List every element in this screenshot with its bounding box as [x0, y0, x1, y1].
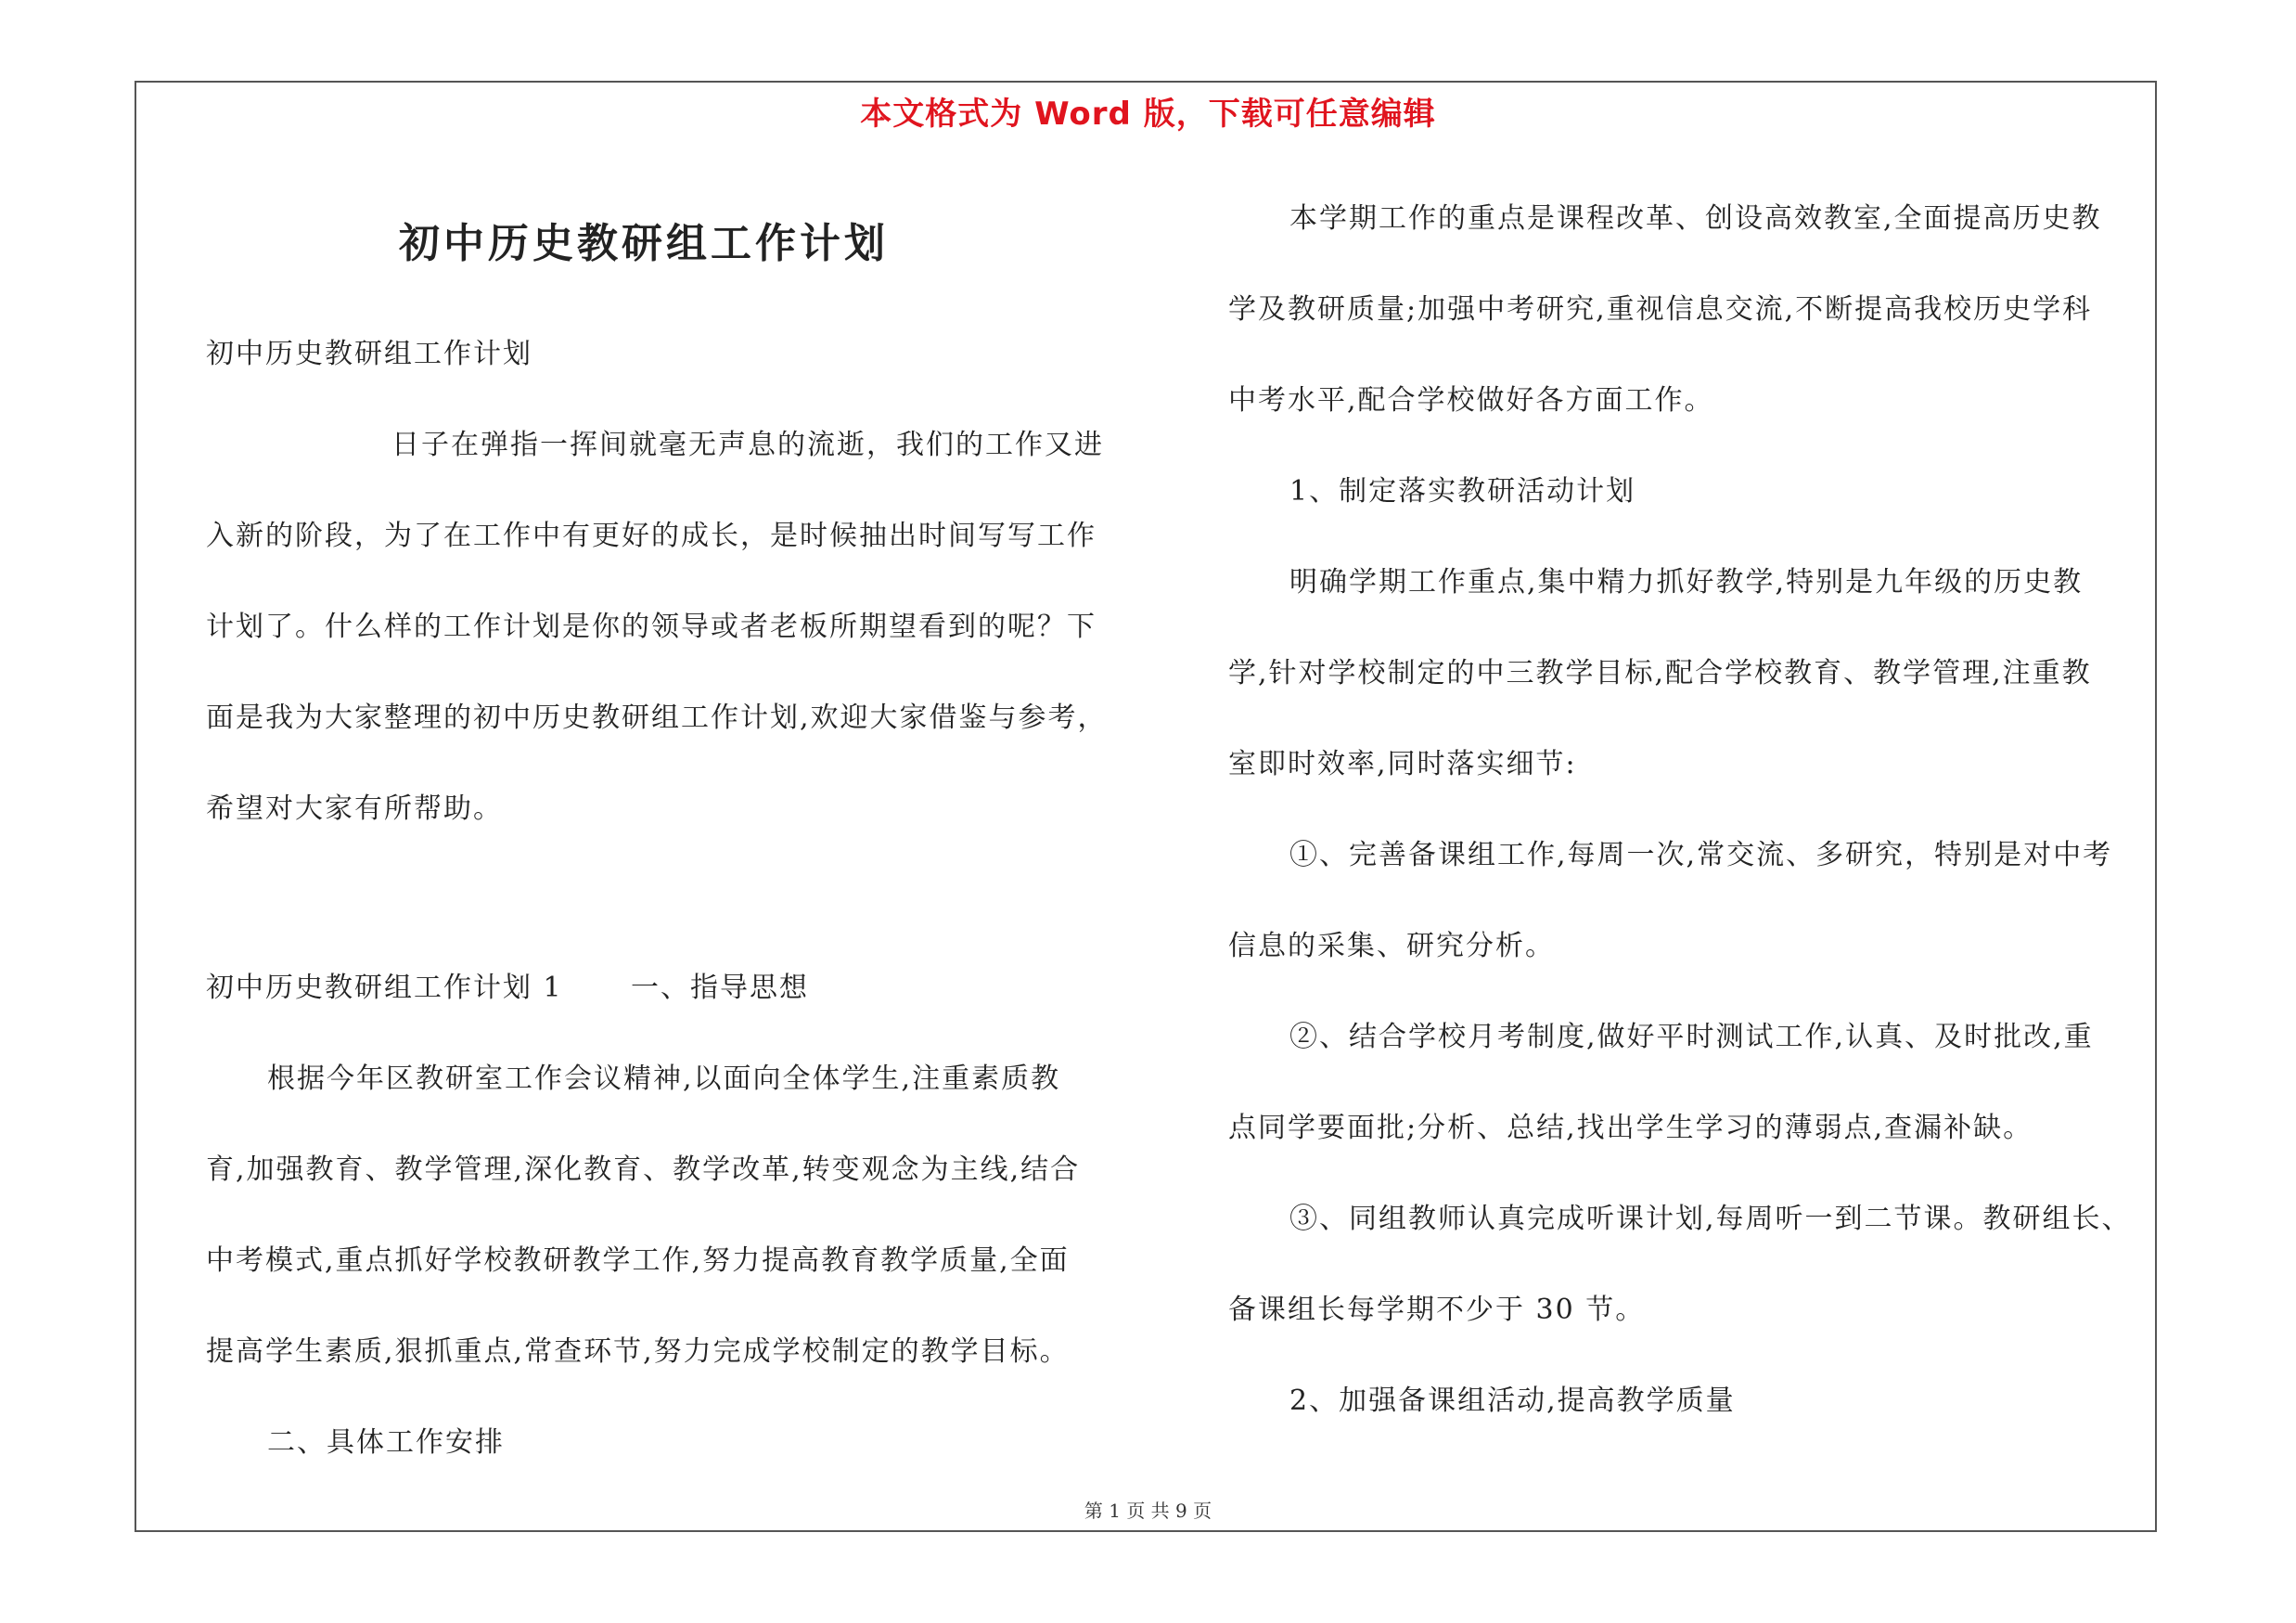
paragraph-line: 入新的阶段，为了在工作中有更好的成长，是时候抽出时间写写工作	[206, 520, 1097, 552]
section-heading-arrangement: 二、具体工作安排	[267, 1426, 505, 1459]
paragraph-line: 学,针对学校制定的中三教学目标,配合学校教育、教学管理,注重教	[1228, 657, 2092, 689]
paragraph-line: 计划了。什么样的工作计划是你的领导或者老板所期望看到的呢？下	[206, 611, 1097, 643]
paragraph-line: 面是我为大家整理的初中历史教研组工作计划,欢迎大家借鉴与参考，	[206, 702, 1108, 734]
paragraph-line: 育,加强教育、教学管理,深化教育、教学改革,转变观念为主线,结合	[206, 1153, 1081, 1186]
paragraph-line: 中考模式,重点抓好学校教研教学工作,努力提高教育教学质量,全面	[206, 1244, 1070, 1277]
paragraph-line: 信息的采集、研究分析。	[1228, 930, 1555, 962]
section-heading-guidance: 一、指导思想	[631, 972, 809, 1004]
paragraph-line: 中考水平,配合学校做好各方面工作。	[1228, 384, 1714, 417]
subtitle-line: 初中历史教研组工作计划	[206, 338, 532, 370]
paragraph-line: 提高学生素质,狠抓重点,常查环节,努力完成学校制定的教学目标。	[206, 1335, 1070, 1368]
paragraph-line: ③、同组教师认真完成听课计划,每周听一到二节课。教研组长、	[1289, 1203, 2132, 1235]
paragraph-line: 希望对大家有所帮助。	[206, 792, 503, 825]
paragraph-line: 日子在弹指一挥间就毫无声息的流逝，我们的工作又进	[391, 429, 1104, 461]
paragraph-line: ①、完善备课组工作,每周一次,常交流、多研究，特别是对中考	[1289, 839, 2113, 871]
word-format-banner: 本文格式为 Word 版，下载可任意编辑	[860, 96, 1436, 133]
paragraph-line: 根据今年区教研室工作会议精神,以面向全体学生,注重素质教	[267, 1063, 1061, 1095]
paragraph-line: 本学期工作的重点是课程改革、创设高效教室,全面提高历史教	[1289, 202, 2102, 235]
paragraph-line: 室即时效率,同时落实细节:	[1228, 748, 1577, 780]
item-heading-2: 2、加强备课组活动,提高教学质量	[1289, 1385, 1736, 1417]
paragraph-line: 明确学期工作重点,集中精力抓好教学,特别是九年级的历史教	[1289, 566, 2084, 599]
paragraph-line: 学及教研质量;加强中考研究,重视信息交流,不断提高我校历史学科	[1228, 293, 2093, 326]
document-title: 初中历史教研组工作计划	[399, 220, 889, 267]
page-number-footer: 第 1 页 共 9 页	[1084, 1500, 1212, 1522]
paragraph-line: ②、结合学校月考制度,做好平时测试工作,认真、及时批改,重	[1289, 1021, 2094, 1053]
section-heading-plan: 初中历史教研组工作计划 1	[206, 972, 563, 1004]
item-heading-1: 1、制定落实教研活动计划	[1289, 475, 1636, 508]
paragraph-line: 备课组长每学期不少于 30 节。	[1228, 1294, 1646, 1326]
paragraph-line: 点同学要面批;分析、总结,找出学生学习的薄弱点,查漏补缺。	[1228, 1112, 2033, 1144]
